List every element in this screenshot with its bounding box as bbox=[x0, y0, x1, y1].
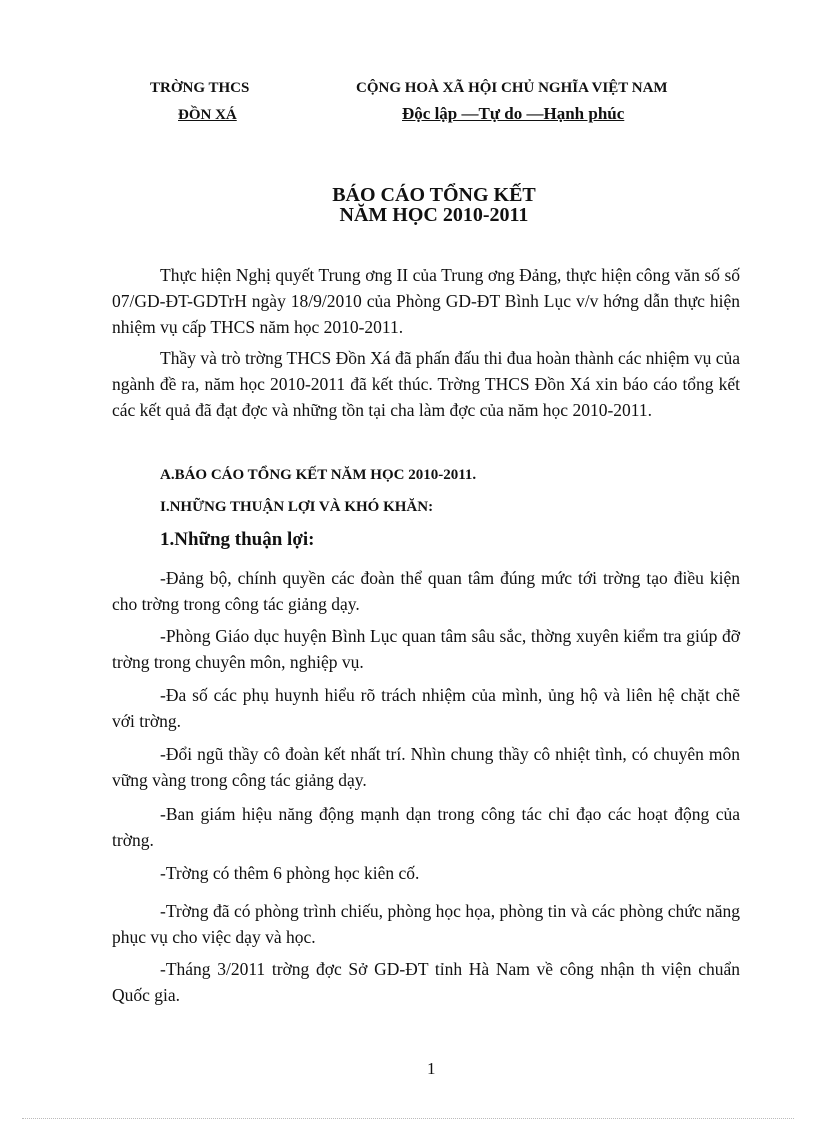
section-heading-i: I.NHỮNG THUẬN LỢI VÀ KHÓ KHĂN: bbox=[160, 499, 434, 515]
list-item: -Đảng bộ, chính quyền các đoàn thể quan tâm đúng mức tới trờng tạo điều kiện cho trờng trong công tác giảng dạy. bbox=[112, 568, 740, 614]
national-title: CỘNG HOÀ XÃ HỘI CHỦ NGHĨA VIỆT NAM bbox=[356, 80, 668, 96]
report-title: BÁO CÁO TỔNG KẾT bbox=[332, 184, 536, 206]
list-item: -Phòng Giáo dục huyện Bình Lục quan tâm sâu sắc, thờng xuyên kiểm tra giúp đỡ trờng trong chuyên môn, nghiệp vụ. bbox=[112, 626, 740, 672]
intro-paragraph-2: Thầy và trò trờng THCS Đồn Xá đã phấn đấu thi đua hoàn thành các nhiệm vụ của ngành đề ra, năm học 2010-2011 đã kết thúc. Trờng THCS Đồn Xá xin báo cáo tổng kết các kết quả đã đạt đợc và những tồn tại cha làm đợc của năm học 2010-2011. bbox=[112, 348, 740, 420]
page-bottom-divider bbox=[22, 1118, 794, 1119]
report-subtitle: NĂM HỌC 2010-2011 bbox=[339, 204, 529, 226]
school-name-line1: TRỜNG THCS bbox=[150, 80, 250, 96]
list-item: -Đổi ngũ thầy cô đoàn kết nhất trí. Nhìn chung thầy cô nhiệt tình, có chuyên môn vững vàng trong công tác giảng dạy. bbox=[112, 744, 740, 790]
list-item: -Trờng có thêm 6 phòng học kiên cố. bbox=[160, 863, 420, 883]
intro-paragraph-1: Thực hiện Nghị quyết Trung ơng II của Trung ơng Đảng, thực hiện công văn số số 07/GD-ĐT-GDTrH ngày 18/9/2010 của Phòng GD-ĐT Bình Lục v/v hớng dẫn thực hiện nhiệm vụ cấp THCS năm học 2010-2011. bbox=[112, 265, 740, 337]
list-item: -Đa số các phụ huynh hiểu rõ trách nhiệm của mình, ủng hộ và liên hệ chặt chẽ với trờng. bbox=[112, 685, 740, 731]
page-number: 1 bbox=[427, 1059, 436, 1078]
section-heading-1: 1.Những thuận lợi: bbox=[160, 529, 315, 550]
national-motto: Độc lập —Tự do —Hạnh phúc bbox=[402, 104, 625, 123]
list-item: -Tháng 3/2011 trờng đợc Sở GD-ĐT tỉnh Hà Nam về công nhận th viện chuẩn Quốc gia. bbox=[112, 959, 740, 1005]
school-name-line2: ĐỒN XÁ bbox=[178, 107, 237, 123]
list-item: -Trờng đã có phòng trình chiếu, phòng học họa, phòng tin và các phòng chức năng phục vụ cho việc dạy và học. bbox=[112, 901, 740, 947]
section-heading-a: A.BÁO CÁO TỔNG KẾT NĂM HỌC 2010-2011. bbox=[160, 467, 477, 483]
list-item: -Ban giám hiệu năng động mạnh dạn trong công tác chỉ đạo các hoạt động của trờng. bbox=[112, 804, 740, 850]
